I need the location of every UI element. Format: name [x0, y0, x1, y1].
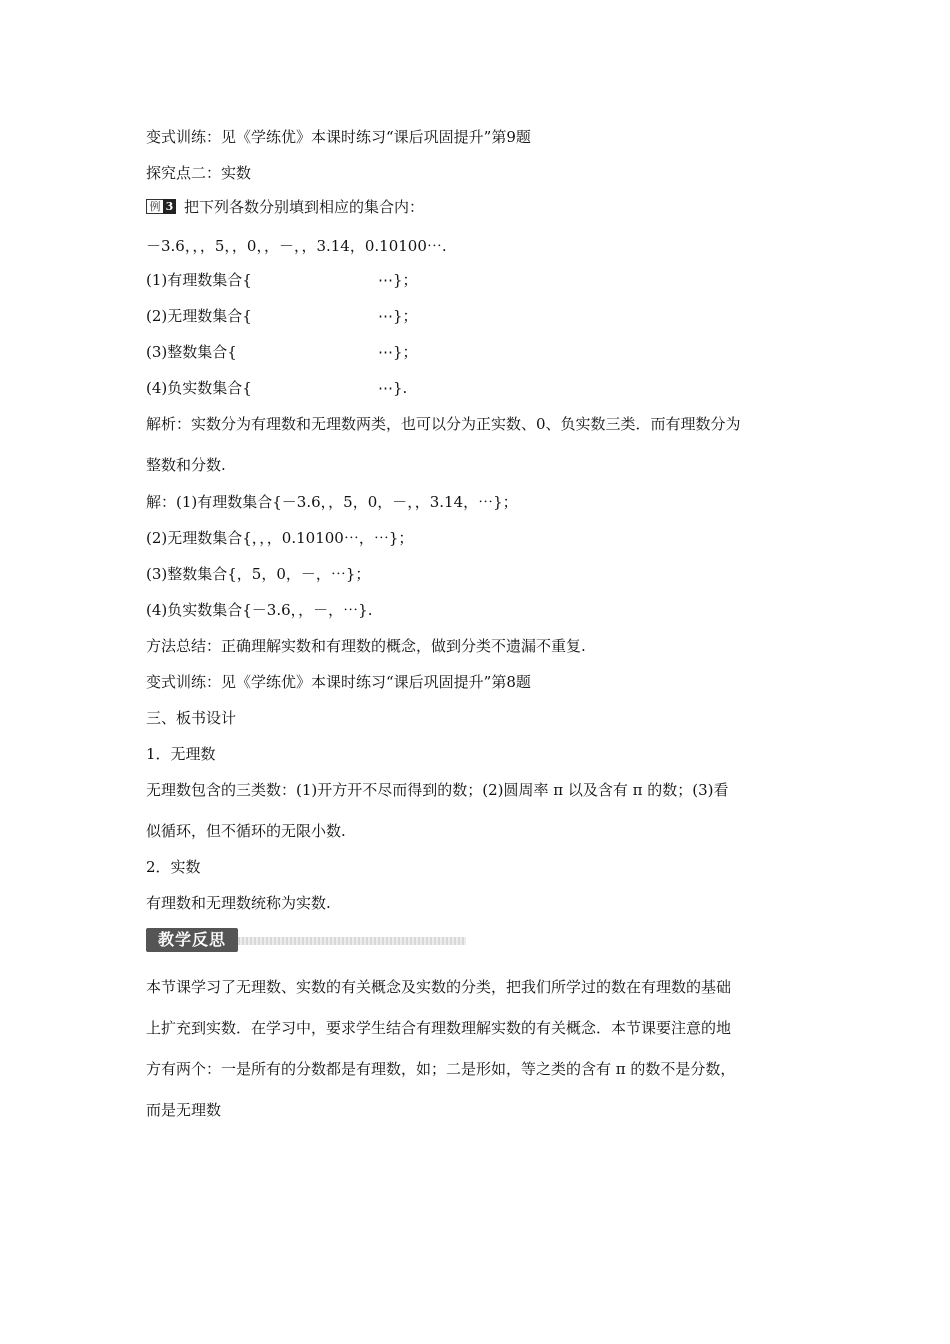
solution-1: 解：(1)有理数集合{－3.6，，5，0，－，，3.14，⋯}； [146, 493, 518, 511]
set-integer [146, 342, 418, 362]
example-3-text: 把下列各数分别填到相应的集合内： [184, 198, 425, 216]
set-integer-label: (3)整数集合{ [146, 343, 237, 361]
set-rational-end: ⋯}； [378, 271, 418, 289]
set-negative-real [146, 378, 407, 398]
solution-2: (2)无理数集合{，，，0.10100⋯，⋯}； [146, 529, 414, 547]
section-heading-real-numbers: 探究点二：实数 [146, 164, 252, 182]
set-rational [146, 270, 418, 290]
board-item-2-heading: 2．实数 [146, 858, 201, 876]
irrational-desc-line-1: 无理数包含的三类数：(1)开方开不尽而得到的数；(2)圆周率 π 以及含有 π 的数；(3)看 [146, 781, 729, 799]
analysis-line-1: 解析：实数分为有理数和无理数两类，也可以分为正实数、0、负实数三类．而有理数分为 [146, 415, 741, 433]
reflection-line-4: 而是无理数 [146, 1101, 222, 1119]
solution-4: (4)负实数集合{－3.6，，－，⋯}. [146, 601, 373, 619]
reflection-banner-bar [238, 937, 466, 945]
analysis-line-2: 整数和分数. [146, 456, 226, 474]
real-number-def: 有理数和无理数统称为实数. [146, 894, 331, 912]
reflection-line-2: 上扩充到实数．在学习中，要求学生结合有理数理解实数的有关概念．本节课要注意的地 [146, 1019, 732, 1037]
set-negative-real-label: (4)负实数集合{ [146, 379, 252, 397]
example-badge-number: 3 [163, 199, 176, 214]
set-rational-label: (1)有理数集合{ [146, 271, 252, 289]
board-design-heading: 三、板书设计 [146, 709, 237, 727]
example-badge-label: 例 [146, 199, 164, 214]
set-negative-real-end: ⋯}. [378, 379, 408, 397]
set-integer-end: ⋯}； [378, 343, 418, 361]
set-irrational [146, 306, 418, 326]
number-list: －3.6，，，5，，0，，－，，3.14，0.10100⋯. [146, 237, 447, 255]
irrational-desc-line-2: 似循环，但不循环的无限小数. [146, 822, 346, 840]
board-item-1-heading: 1．无理数 [146, 745, 216, 763]
example-badge [146, 199, 178, 214]
reflection-banner-title: 教学反思 [146, 928, 238, 952]
solution-3: (3)整数集合{，5，0，－，⋯}； [146, 565, 371, 583]
reflection-banner [146, 928, 466, 952]
example-3-prompt [146, 197, 424, 217]
set-irrational-label: (2)无理数集合{ [146, 307, 252, 325]
set-irrational-end: ⋯}； [378, 307, 418, 325]
variant-training-8: 变式训练：见《学练优》本课时练习“课后巩固提升”第8题 [146, 673, 531, 691]
method-summary: 方法总结：正确理解实数和有理数的概念，做到分类不遗漏不重复. [146, 637, 586, 655]
reflection-line-1: 本节课学习了无理数、实数的有关概念及实数的分类，把我们所学过的数在有理数的基础 [146, 978, 732, 996]
variant-training-9: 变式训练：见《学练优》本课时练习“课后巩固提升”第9题 [146, 128, 531, 146]
reflection-line-3: 方有两个：一是所有的分数都是有理数，如；二是形如，等之类的含有 π 的数不是分数， [146, 1060, 736, 1078]
